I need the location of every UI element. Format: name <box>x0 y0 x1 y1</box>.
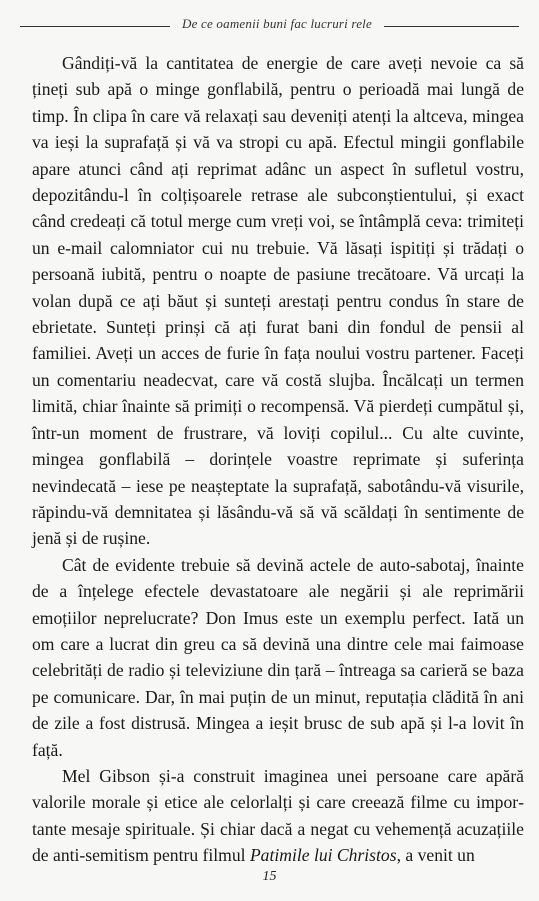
running-head-title: De ce oamenii buni fac lucruri rele <box>182 16 372 31</box>
running-head <box>0 14 539 38</box>
paragraph-3-tail: , a venit un <box>396 845 475 866</box>
page-number: 15 <box>262 869 277 884</box>
paragraph-2: Cât de evidente trebuie să devină actele de auto-sabotaj, înainte de a înțelege efectele devastatoare ale negării și ale reprimării emoțiilor neprelucrate? Don Imus este un exemplu perfect. Iată un om care a lucrat din greu ca să devină una dintre cele mai faimoase celebrități de radio și televiziune din țară – întreaga sa carieră se baza pe comunicare. Dar, în mai puțin de un minut, reputația clădită în ani de zile a fost distrusă. Mingea a ieșit brusc de sub apă și l-a lovit în față. <box>32 554 524 760</box>
body-text <box>32 50 524 869</box>
running-head-rule-left <box>20 26 170 27</box>
paragraph-3 <box>32 763 524 869</box>
film-title: Patimile lui Christos <box>249 845 397 866</box>
paragraph-1: Gândiți-vă la cantitatea de energie de care aveți nevoie ca să țineți sub apă o minge gonflabilă, pentru o perioadă mai lungă de timp. În clipa în care vă relaxați sau deveniți atenți la altceva, mingea va ieși la suprafață și vă va stropi cu apă. Efectul mingii gonflabile apare atunci când ați reprimat adânc un aspect în sufletul vostru, depozitându-l în colțișoarele retrase ale subconștientului, și exact când credeați că totul merge cum vreți voi, se întâmplă ceva: trimiteți un e-mail calomniator cui nu trebuie. Vă lăsați ispitiți și trădați o persoană iubită, pentru o noapte de pasiune trecătoare. Vă urcați la volan după ce ați băut și sunteți arestați pentru condus în stare de ebrietate. Sunteți prinși că ați furat bani din fondul de pensii al familiei. Aveți un acces de furie în fața noului vostru partener. Faceți un comentariu neadecvat, care vă costă slujba. Încălcați un termen limită, chiar înainte să primiți o recompensă. Vă pierdeți cumpătul și, într-un moment de frustrare, vă loviți copilul... Cu alte cuvinte, mingea gonflabilă – dorințele voastre reprimate și suferința nevindecată – iese pe neașteptate la suprafață, sabotându-vă visurile, răpindu-vă demnitatea și lăsându-vă să vă scăldați în sentimente de jenă și de rușine. <box>32 53 524 549</box>
paragraph-3-text: Mel Gibson și-a construit imaginea unei persoane care apără valorile morale și etice ale celorlalți și care creează filme cu importante mesaje spirituale. Și chiar dacă a negat cu vehemență acuzațiile de anti-semitism pentru filmul <box>32 765 524 866</box>
running-head-rule-right <box>384 26 519 27</box>
